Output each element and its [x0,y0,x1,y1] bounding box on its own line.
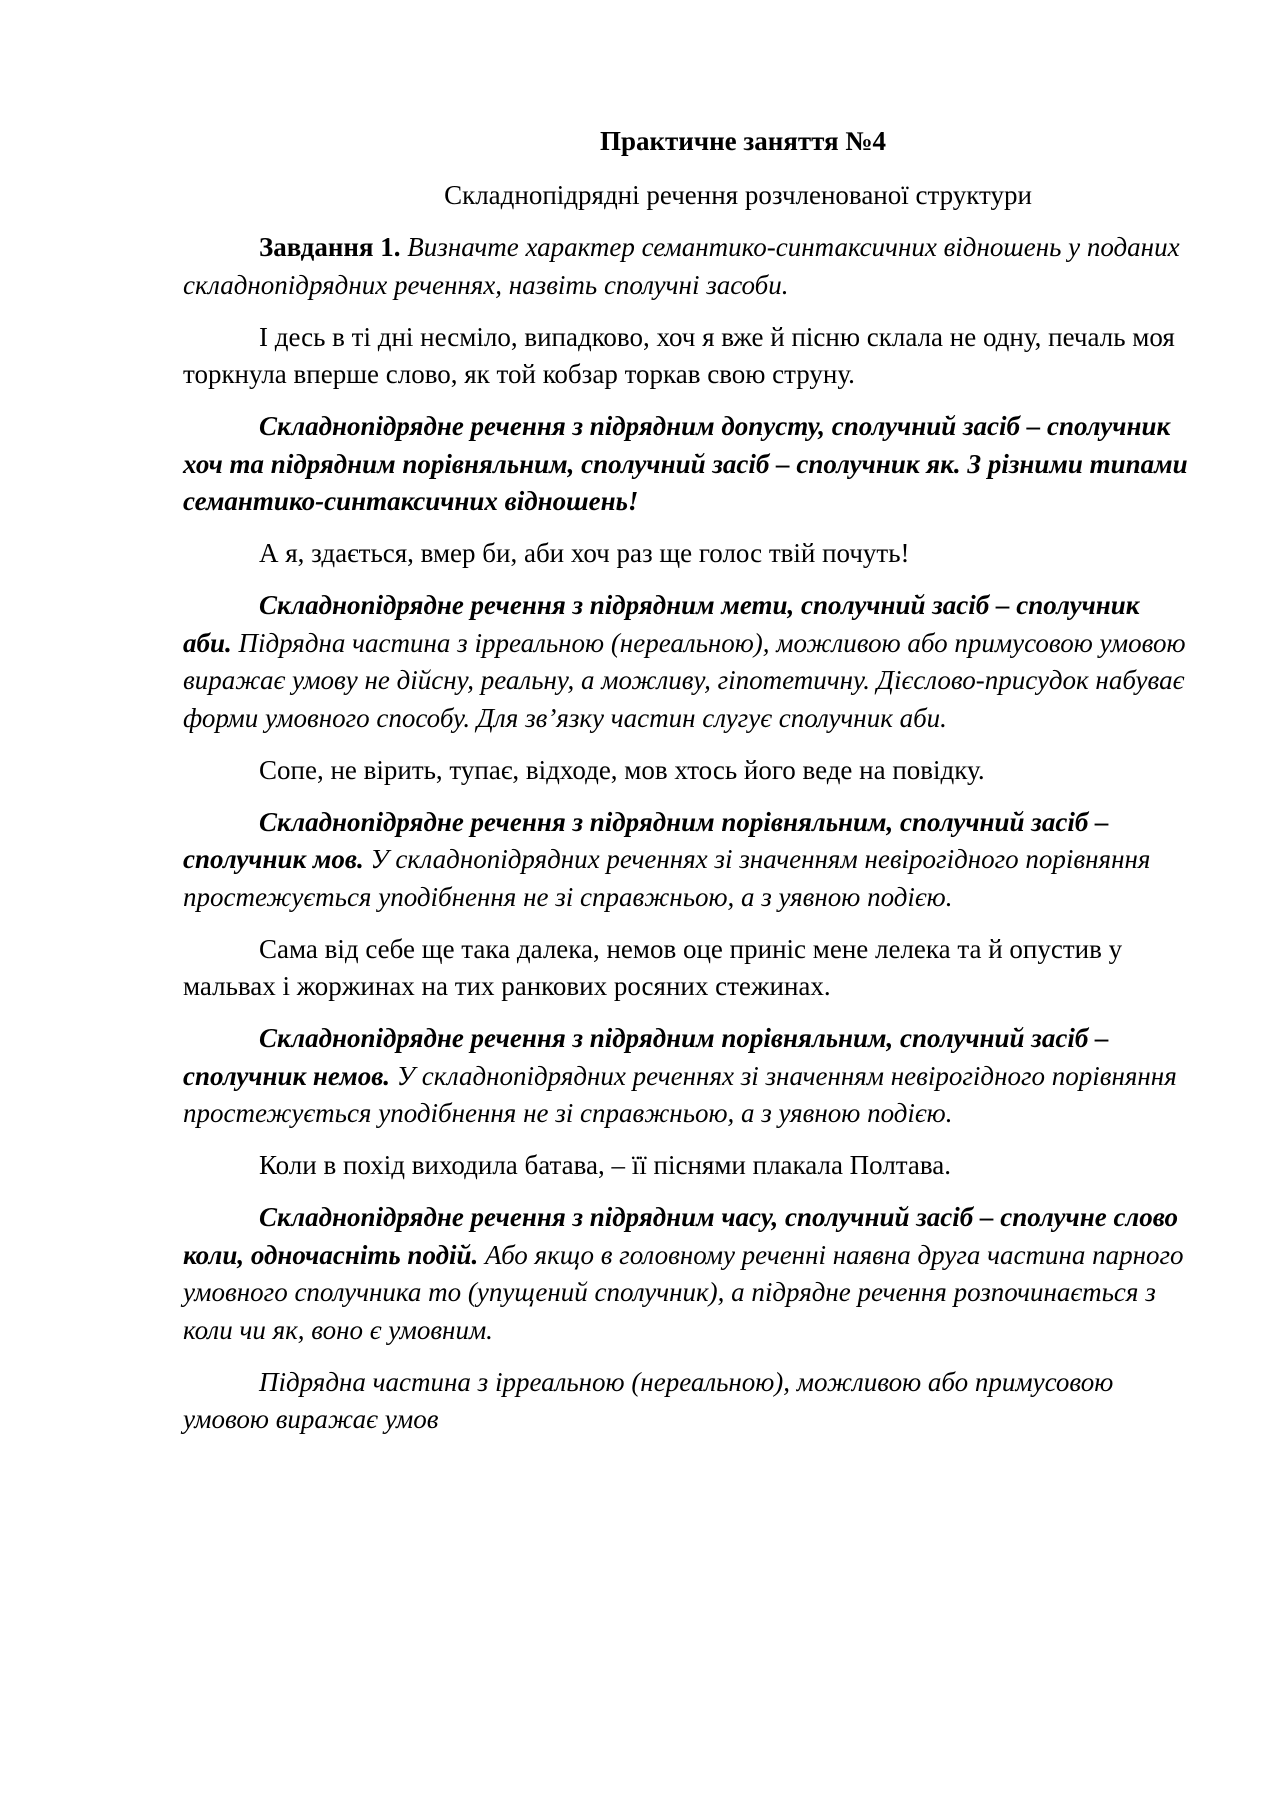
analysis-paragraph [183,408,1193,521]
task-paragraph [183,229,1193,304]
analysis-paragraph [183,587,1193,737]
analysis-italic: У складнопідрядних реченнях зі значенням невірогідного порівняння простежується уподібнення не зі справжньою, а з уявною подією. [183,1060,1177,1128]
trailing-italic-paragraph: Підрядна частина з ірреальною (нереальною), можливою або примусовою умовою виражає умов [183,1366,1114,1434]
analysis-bold: Складнопідрядне речення з підрядним допусту, сполучний засіб – сполучник хоч та підрядним порівняльним, сполучний засіб – сполучник як. З різними типами семантико-синтаксичних відношень! [183,411,1188,516]
example-sentence: І десь в ті дні несміло, випадково, хоч я вже й пісню склала не одну, печаль моя торкнула вперше слово, як той кобзар торкав свою струну. [183,321,1175,389]
analysis-paragraph [183,1199,1193,1349]
example-sentence: А я, здається, вмер би, аби хоч раз ще голос твій почуть! [259,538,910,568]
page-title: Практичне заняття №4 [599,126,887,156]
task-text: Визначте характер семантико-синтаксичних відношень у поданих складнопідрядних реченнях, назвіть сполучні засоби. [183,232,1180,300]
page-subtitle: Складнопідрядні речення розчленованої структури [444,180,1032,210]
example-sentence: Сама від себе ще така далека, немов оце приніс мене лелека та й опустив у мальвах і жоржинах на тих ранкових росяних стежинах. [183,933,1123,1001]
analysis-italic: Або якщо в головному реченні наявна друга частина парного умовного сполучника то (упущений сполучник), а підрядне речення розпочинається з коли чи як, воно є умовним. [183,1239,1184,1345]
analysis-bold: Складнопідрядне речення з підрядним часу, сполучний засіб – сполучне слово коли, одночаснiть подій. [183,1202,1178,1270]
analysis-paragraph [183,804,1193,917]
document-body [183,121,1193,1453]
analysis-bold: Складнопідрядне речення з підрядним порівняльним, сполучний засіб – сполучник немов. [183,1023,1109,1091]
example-sentence: Коли в похід виходила батава, – її піснями плакала Полтава. [259,1150,952,1180]
analysis-paragraph [183,1020,1193,1133]
example-sentence: Сопе, не вірить, тупає, відходе, мов хтось його веде на повідку. [259,754,985,785]
analysis-italic: Підрядна частина з ірреальною (нереальною), можливою або примусовою умовою виражає умову не дійсну, реальну, а можливу, гіпотетичну. Дієслово-присудок набуває форми умовного способу. Для зв’язку частин слугує сполучник аби. [183,627,1186,733]
analysis-bold: Складнопідрядне речення з підрядним мети, сполучний засіб – сполучник аби. [183,590,1140,658]
analysis-bold: Складнопідрядне речення з підрядним порівняльним, сполучний засіб – сполучник мов. [183,806,1109,874]
task-label: Завдання 1. [259,232,401,262]
analysis-italic: У складнопідрядних реченнях зі значенням невірогідного порівняння простежується уподібнення не зі справжньою, а з уявною подією. [183,844,1151,912]
